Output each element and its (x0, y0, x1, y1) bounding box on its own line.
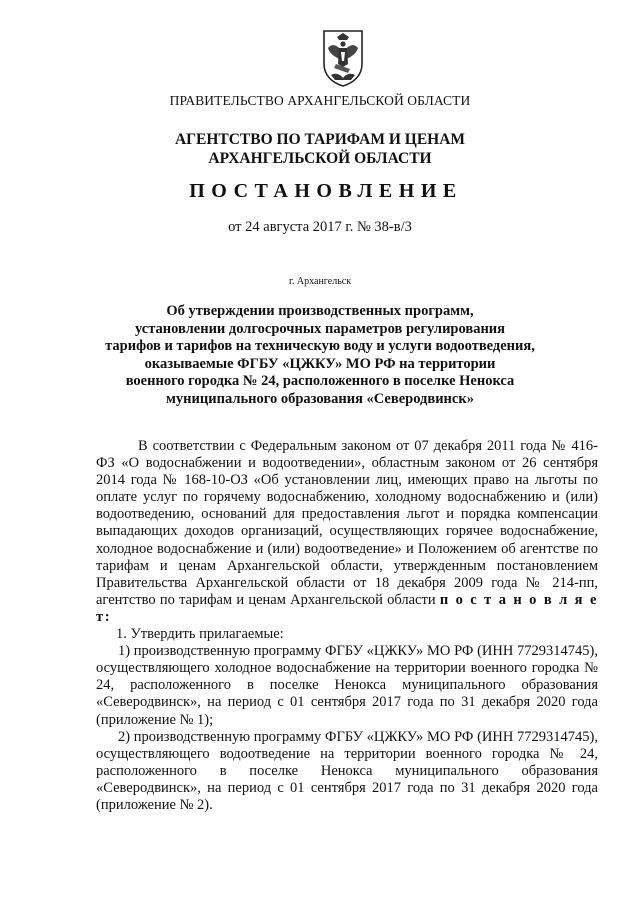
subject-line: Об утверждении производственных программ, (166, 303, 474, 319)
coat-of-arms-icon (321, 28, 365, 88)
clause-1-1: 1) производственную программу ФГБУ «ЦЖКУ» МО РФ (ИНН 7729314745), осуществляющего холодное водоснабжение на территории военного городка № 24, расположенного в поселке Ненокса муниципального образования «Северодвинск», на период с 01 сентября 2017 года по 31 декабря 2020 года (приложение № 1); (96, 643, 598, 728)
clause-1-2: 2) производственную программу ФГБУ «ЦЖКУ» МО РФ (ИНН 7729314745), осуществляющего водоотведение на территории военного городка № 24, расположенного в поселке Ненокса муниципального образования «Северодвинск», на период с 01 сентября 2017 года по 31 декабря 2020 года (приложение № 2). (96, 728, 598, 813)
document-date-number: от 24 августа 2017 г. № 38-в/3 (228, 219, 412, 235)
subject-line: военного городка № 24, расположенного в поселке Ненокса (125, 373, 515, 389)
clause-1: 1. Утвердить прилагаемые: (116, 626, 284, 643)
agency-name-line: АГЕНТСТВО ПО ТАРИФАМ И ЦЕНАМ (174, 131, 466, 148)
subject-line: тарифов и тарифов на техническую воду и услуги водоотведения, (105, 338, 535, 354)
subject-line: муниципального образования «Северодвинск» (166, 390, 474, 407)
document-city: г. Архангельск (288, 276, 352, 287)
agency-name (0, 130, 640, 168)
document-subject (0, 303, 640, 408)
document-body (96, 438, 598, 814)
subject-line: установлении долгосрочных параметров регулирования (134, 320, 506, 337)
government-name: ПРАВИТЕЛЬСТВО АРХАНГЕЛЬСКОЙ ОБЛАСТИ (169, 93, 471, 108)
agency-name-line: АРХАНГЕЛЬСКОЙ ОБЛАСТИ (208, 150, 432, 167)
decree-word: п о с т а н о в л я е т: (96, 591, 598, 625)
subject-line: оказываемые ФГБУ «ЦЖКУ» МО РФ на территории (144, 355, 496, 372)
document-type: ПОСТАНОВЛЕНИЕ (189, 180, 463, 202)
preamble-paragraph (96, 438, 598, 626)
preamble-text: В соответствии с Федеральным законом от 07 декабря 2011 года № 416-ФЗ «О водоснабжении и водоотведении», областным законом от 26 сентября 2014 года № 168-10-ОЗ «Об установлении лиц, имеющих право на льготы по оплате услуг по горячему водоснабжению, холодному водоснабжению и (или) водоотведению, оснований для предоставления льгот и порядка компенсации выпадающих доходов организаций, осуществляющих горячее водоснабжение, холодное водоснабжение и (или) водоотведение» и Положением об агентстве по тарифам и ценам Архангельской области, утвержденным постановлением Правительства Архангельской области от 18 декабря 2009 года № 214-пп, агентство по тарифам и ценам Архангельской области (96, 438, 598, 608)
